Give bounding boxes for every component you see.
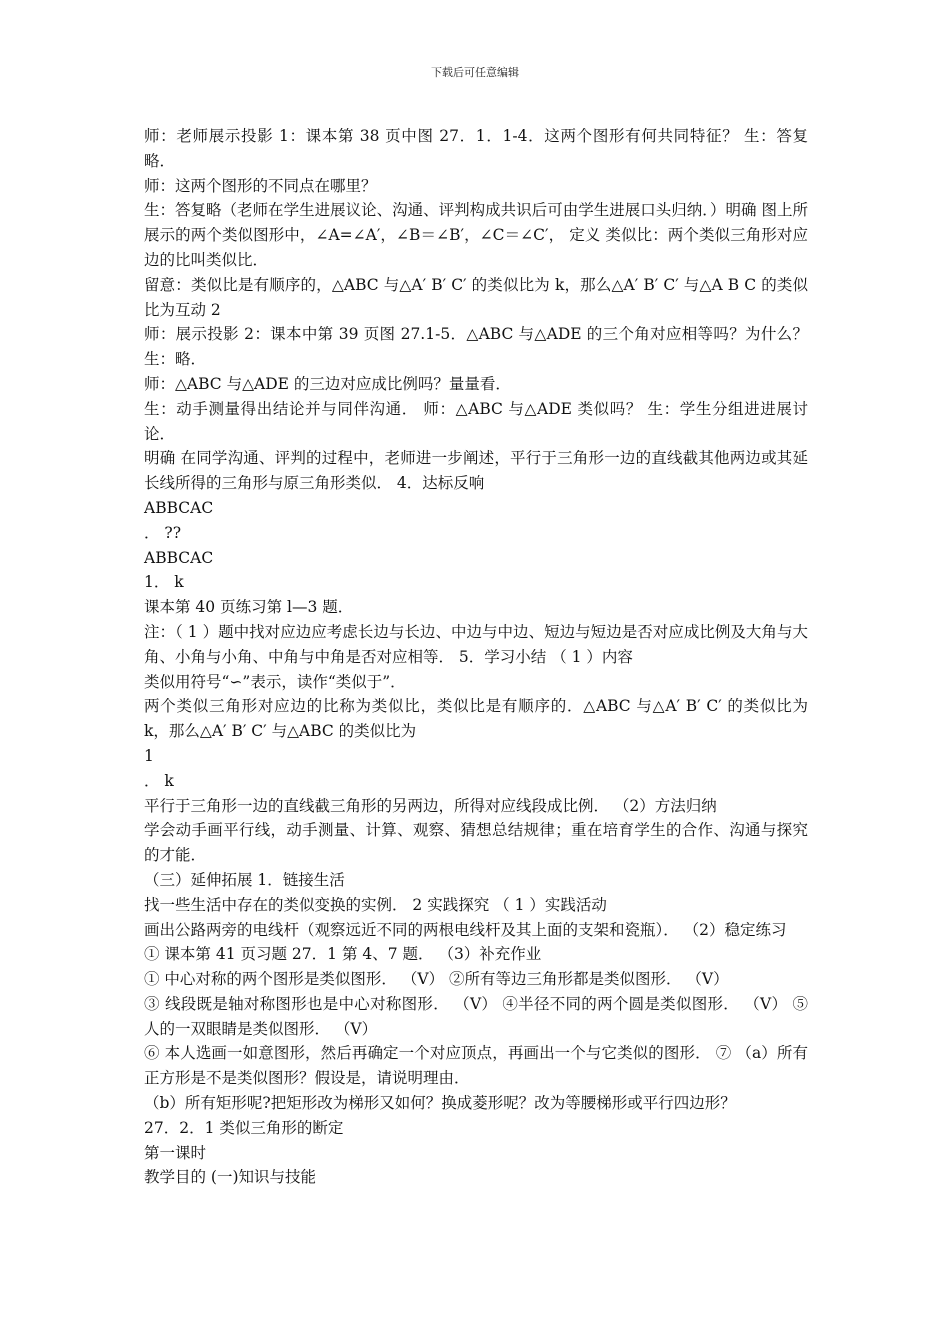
paragraph: ABBCAC <box>144 498 214 517</box>
paragraph: 平行于三角形一边的直线截三角形的另两边，所得对应线段成比例． （2）方法归纳 <box>144 796 717 815</box>
paragraph: 师：这两个图形的不同点在哪里？ <box>144 176 377 195</box>
paragraph: （三）延伸拓展 1．链接生活 <box>144 870 345 889</box>
paragraph: 类似用符号“∽”表示，读作“类似于”． <box>144 672 406 691</box>
paragraph: 师：展示投影 2：课本中第 39 页图 27.1-5．△ABC 与△ADE 的三个角对应相等吗？为什么？ 生：略． <box>144 325 808 369</box>
paragraph: ① 课本第 41 页习题 27．1 第 4、7 题． （3）补充作业 <box>144 945 542 964</box>
paragraph: 学会动手画平行线，动手测量、计算、观察、猜想总结规律；重在培育学生的合作、沟通与探究的才能． <box>144 821 808 865</box>
paragraph: 生：动手测量得出结论并与同伴沟通． 师：△ABC 与△ADE 类似吗？ 生：学生分组进进展讨论． <box>144 399 808 443</box>
paragraph: ABBCAC <box>144 548 214 567</box>
paragraph: 课本第 40 页练习第 l—3 题． <box>144 598 354 617</box>
paragraph: 留意：类似比是有顺序的，△ABC 与△A′ B′ C′ 的类似比为 k，那么△A′ B′ C′ 与△A B C 的类似比为互动 2 <box>144 275 808 319</box>
paragraph: 第一课时 <box>144 1143 207 1162</box>
paragraph: 师：△ABC 与△ADE 的三边对应成比例吗？量量看． <box>144 374 511 393</box>
paragraph: 画出公路两旁的电线杆（观察远近不同的两根电线杆及其上面的支架和瓷瓶）． （2）稳定练习 <box>144 920 787 939</box>
paragraph: 1 <box>144 746 154 765</box>
paragraph: ⑥ 本人选画一如意图形，然后再确定一个对应顶点，再画出一个与它类似的图形． ⑦ （a）所有正方形是不是类似图形？假设是，请说明理由． <box>144 1044 808 1088</box>
paragraph: ． k <box>144 771 174 790</box>
paragraph: 两个类似三角形对应边的比称为类似比，类似比是有顺序的．△ABC 与△A′ B′ C′ 的类似比为 k，那么△A′ B′ C′ 与△ABC 的类似比为 <box>144 697 808 741</box>
paragraph: 生：答复略（老师在学生进展议论、沟通、评判构成共识后可由学生进展口头归纳．）明确 图上所展示的两个类似图形中，∠A=∠A′，∠B＝∠B′，∠C＝∠C′， 定义 类似比：两个类似三角形对应边的比叫类似比． <box>144 201 808 269</box>
document-body <box>144 124 808 1190</box>
paragraph: ③ 线段既是轴对称图形也是中心对称图形． （V） ④半径不同的两个圆是类似图形． （V） ⑤人的一双眼睛是类似图形． （V） <box>144 994 808 1038</box>
paragraph: ． ?? <box>144 523 182 542</box>
paragraph: 1． k <box>144 573 184 592</box>
paragraph: （b）所有矩形呢?把矩形改为梯形又如何？换成菱形呢？改为等腰梯形或平行四边形？ <box>144 1094 736 1113</box>
paragraph: 注：（ 1 ）题中找对应边应考虑长边与长边、中边与中边、短边与短边是否对应成比例及大角与大角、小角与小角、中角与中角是否对应相等． 5．学习小结 （ 1 ）内容 <box>144 622 808 666</box>
paragraph: 教学目的 (一)知识与技能 <box>144 1168 317 1187</box>
paragraph: 明确 在同学沟通、评判的过程中，老师进一步阐述，平行于三角形一边的直线截其他两边或其延长线所得的三角形与原三角形类似． 4．达标反响 <box>144 449 808 493</box>
paragraph: 师：老师展示投影 1：课本第 38 页中图 27．1．1-4．这两个图形有何共同特征？ 生：答复略． <box>144 127 808 170</box>
page-header: 下载后可任意编辑 <box>431 66 519 79</box>
paragraph: 找一些生活中存在的类似变换的实例． 2 实践探究 （ 1 ）实践活动 <box>144 895 607 914</box>
section-heading: 27．2．1 类似三角形的断定 <box>144 1118 344 1137</box>
paragraph: ① 中心对称的两个图形是类似图形． （V） ②所有等边三角形都是类似图形． （V） <box>144 970 729 989</box>
